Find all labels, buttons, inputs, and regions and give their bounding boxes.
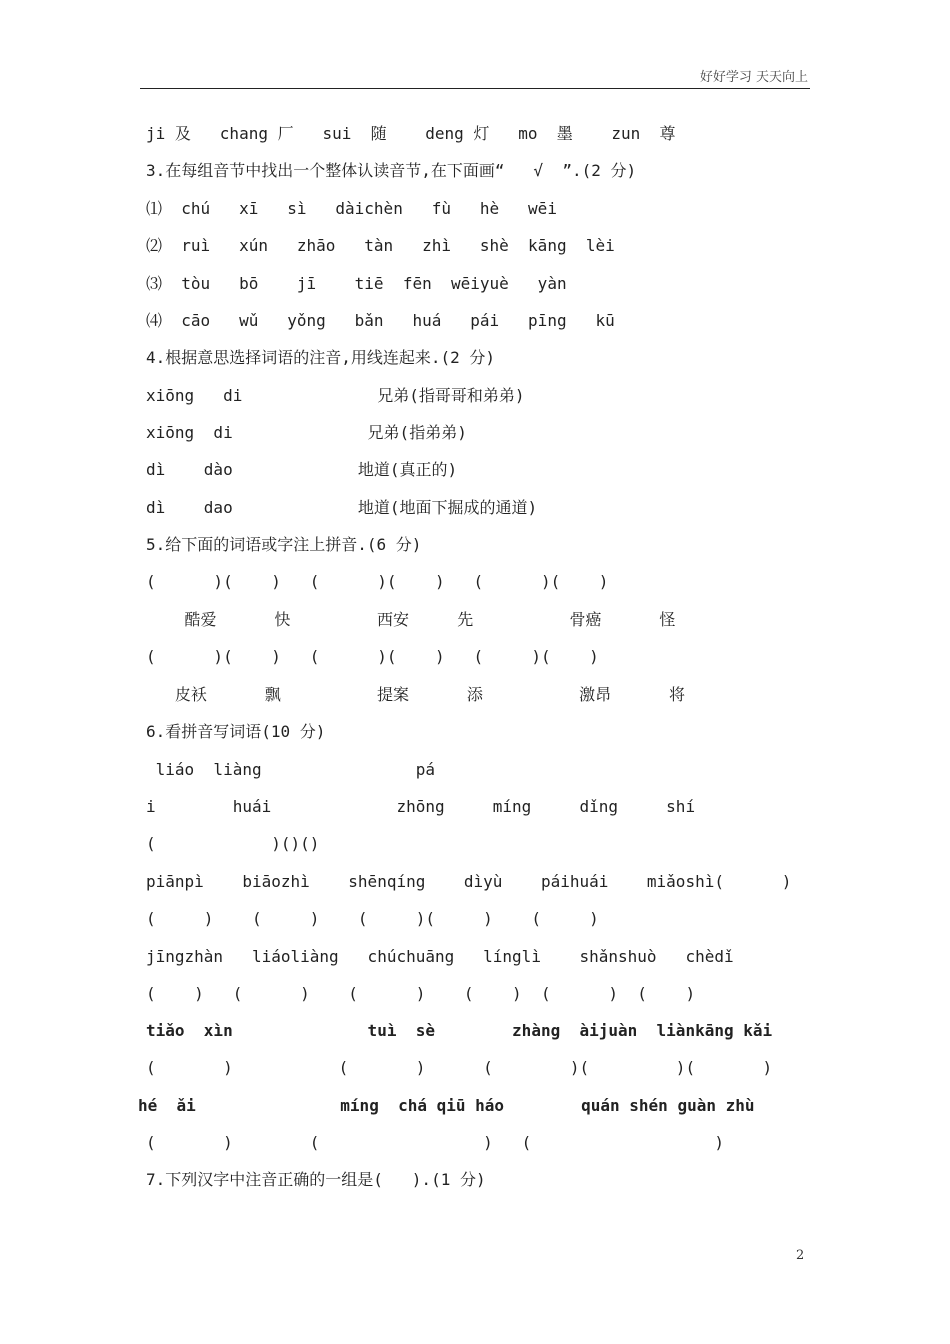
text-line: piānpì biāozhì shēnqíng dìyù páihuái miǎoshì( ): [146, 872, 792, 891]
text-line: ( ) ( ) ( ): [146, 1133, 724, 1152]
text-line: xiōng di 兄弟(指弟弟): [146, 423, 467, 442]
text-line: dì dào 地道(真正的): [146, 460, 458, 479]
text-line: 6.看拼音写词语(10 分): [146, 722, 326, 741]
text-line: ( )( ) ( )( ) ( )( ): [146, 647, 599, 666]
text-line: ⑷ cāo wǔ yǒng bǎn huá pái pīng kū: [146, 311, 615, 330]
text-line: 酷爱 快 西安 先 骨癌 怪: [146, 610, 676, 629]
text-line: 5.给下面的词语或字注上拼音.(6 分): [146, 535, 422, 554]
text-line: hé ǎi míng chá qiū háo quán shén guàn zhù: [138, 1096, 755, 1115]
header-rule: [140, 88, 810, 89]
page-header: 好好学习 天天向上: [699, 70, 808, 85]
text-line: dì dao 地道(地面下掘成的通道): [146, 498, 538, 517]
text-line: ji 及 chang 厂 sui 随 deng 灯 mo 墨 zun 尊: [146, 124, 676, 143]
text-line: ( ) ( ) ( ) ( ) ( ) ( ): [146, 984, 696, 1003]
page-number: 2: [796, 1248, 805, 1263]
text-line: ⑴ chú xī sì dàichèn fù hè wēi: [146, 199, 557, 218]
text-line: liáo liàng pá: [146, 760, 435, 779]
text-line: ( )()(): [146, 834, 320, 853]
text-line: ( ) ( ) ( )( )( ): [146, 1058, 773, 1077]
text-line: ( )( ) ( )( ) ( )( ): [146, 572, 609, 591]
text-line: 4.根据意思选择词语的注音,用线连起来.(2 分): [146, 348, 496, 367]
text-line: ⑶ tòu bō jī tiē fēn wēiyuè yàn: [146, 274, 567, 293]
text-line: ⑵ ruì xún zhāo tàn zhì shè kāng lèi: [146, 236, 615, 255]
text-line: ( ) ( ) ( )( ) ( ): [146, 909, 599, 928]
text-line: tiǎo xìn tuì sè zhàng àijuàn liànkāng kǎi: [146, 1021, 773, 1040]
text-line: i huái zhōng míng dǐng shí: [146, 797, 696, 816]
text-line: 7.下列汉字中注音正确的一组是( ).(1 分): [146, 1170, 486, 1189]
text-line: jīngzhàn liáoliàng chúchuāng línglì shǎnshuò chèdǐ: [146, 947, 734, 966]
text-line: 皮袄 飘 提案 添 激昂 将: [146, 685, 685, 704]
text-line: 3.在每组音节中找出一个整体认读音节,在下面画“ √ ”.(2 分): [146, 161, 637, 180]
text-line: xiōng di 兄弟(指哥哥和弟弟): [146, 386, 525, 405]
